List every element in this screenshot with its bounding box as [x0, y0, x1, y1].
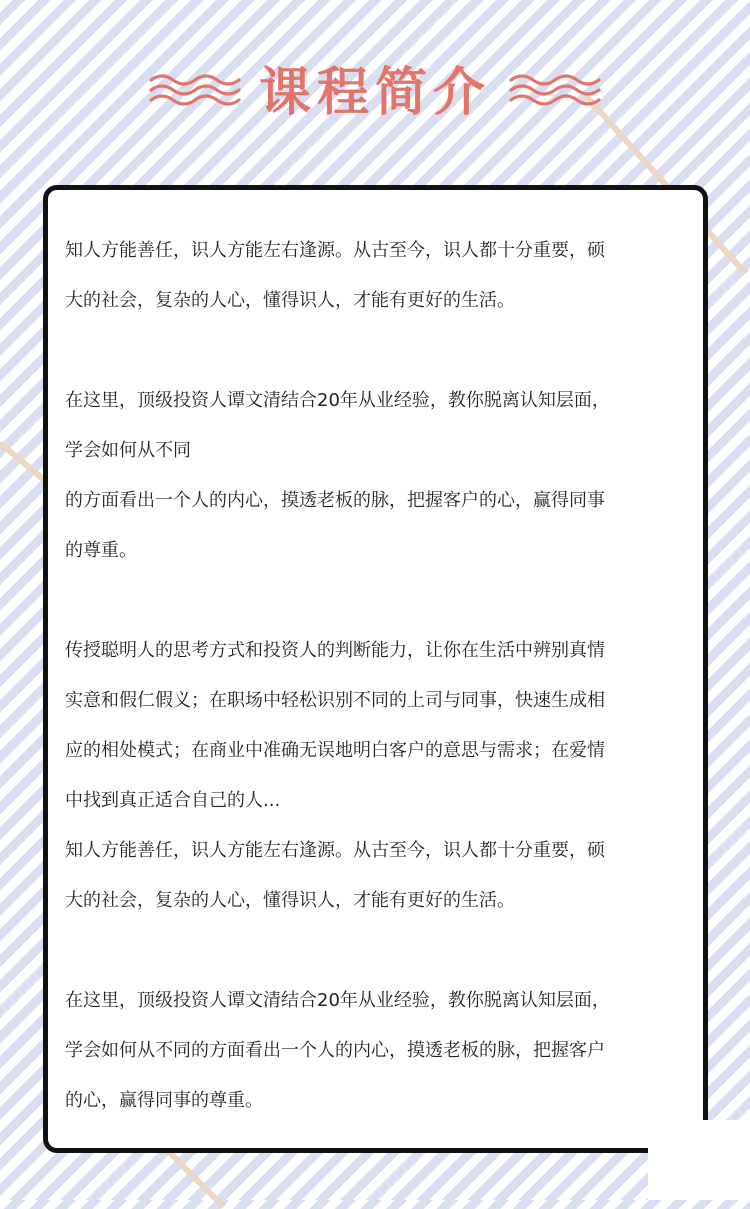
text-line: 的尊重。	[65, 540, 137, 561]
wave-ornament-left-icon	[149, 72, 241, 108]
text-line: 的方面看出一个人的内心，摸透老板的脉，把握客户的心，赢得同事	[65, 490, 605, 511]
text-line: 实意和假仁假义；在职场中轻松识别不同的上司与同事，快速生成相	[65, 690, 605, 711]
intro-text	[65, 226, 705, 1126]
course-intro-card	[43, 185, 708, 1153]
text-line: 知人方能善任，识人方能左右逢源。从古至今，识人都十分重要，硕	[65, 840, 605, 861]
paragraph-gap	[65, 326, 705, 376]
text-line: 大的社会，复杂的人心，懂得识人，才能有更好的生活。	[65, 890, 515, 911]
section-header	[0, 45, 750, 135]
text-line: 应的相处模式；在商业中准确无误地明白客户的意思与需求；在爱情	[65, 740, 605, 761]
text-line: 在这里，顶级投资人谭文清结合20年从业经验，教你脱离认知层面，	[65, 990, 610, 1011]
paragraph-gap	[65, 926, 705, 976]
text-line: 的心，赢得同事的尊重。	[65, 1090, 263, 1111]
text-line: 知人方能善任，识人方能左右逢源。从古至今，识人都十分重要，硕	[65, 240, 605, 261]
text-line: 大的社会，复杂的人心，懂得识人，才能有更好的生活。	[65, 290, 515, 311]
text-line: 在这里，顶级投资人谭文清结合20年从业经验，教你脱离认知层面，	[65, 390, 610, 411]
text-line: 传授聪明人的思考方式和投资人的判断能力，让你在生活中辨别真情	[65, 640, 605, 661]
page-title: 课程简介	[258, 62, 491, 123]
wave-ornament-right-icon	[509, 72, 601, 108]
text-line: 学会如何从不同的方面看出一个人的内心，摸透老板的脉，把握客户	[65, 1040, 605, 1061]
paragraph-gap	[65, 576, 705, 626]
text-line: 中找到真正适合自己的人...	[65, 790, 281, 811]
text-line: 学会如何从不同	[65, 440, 191, 461]
corner-blank-area	[648, 1120, 750, 1200]
